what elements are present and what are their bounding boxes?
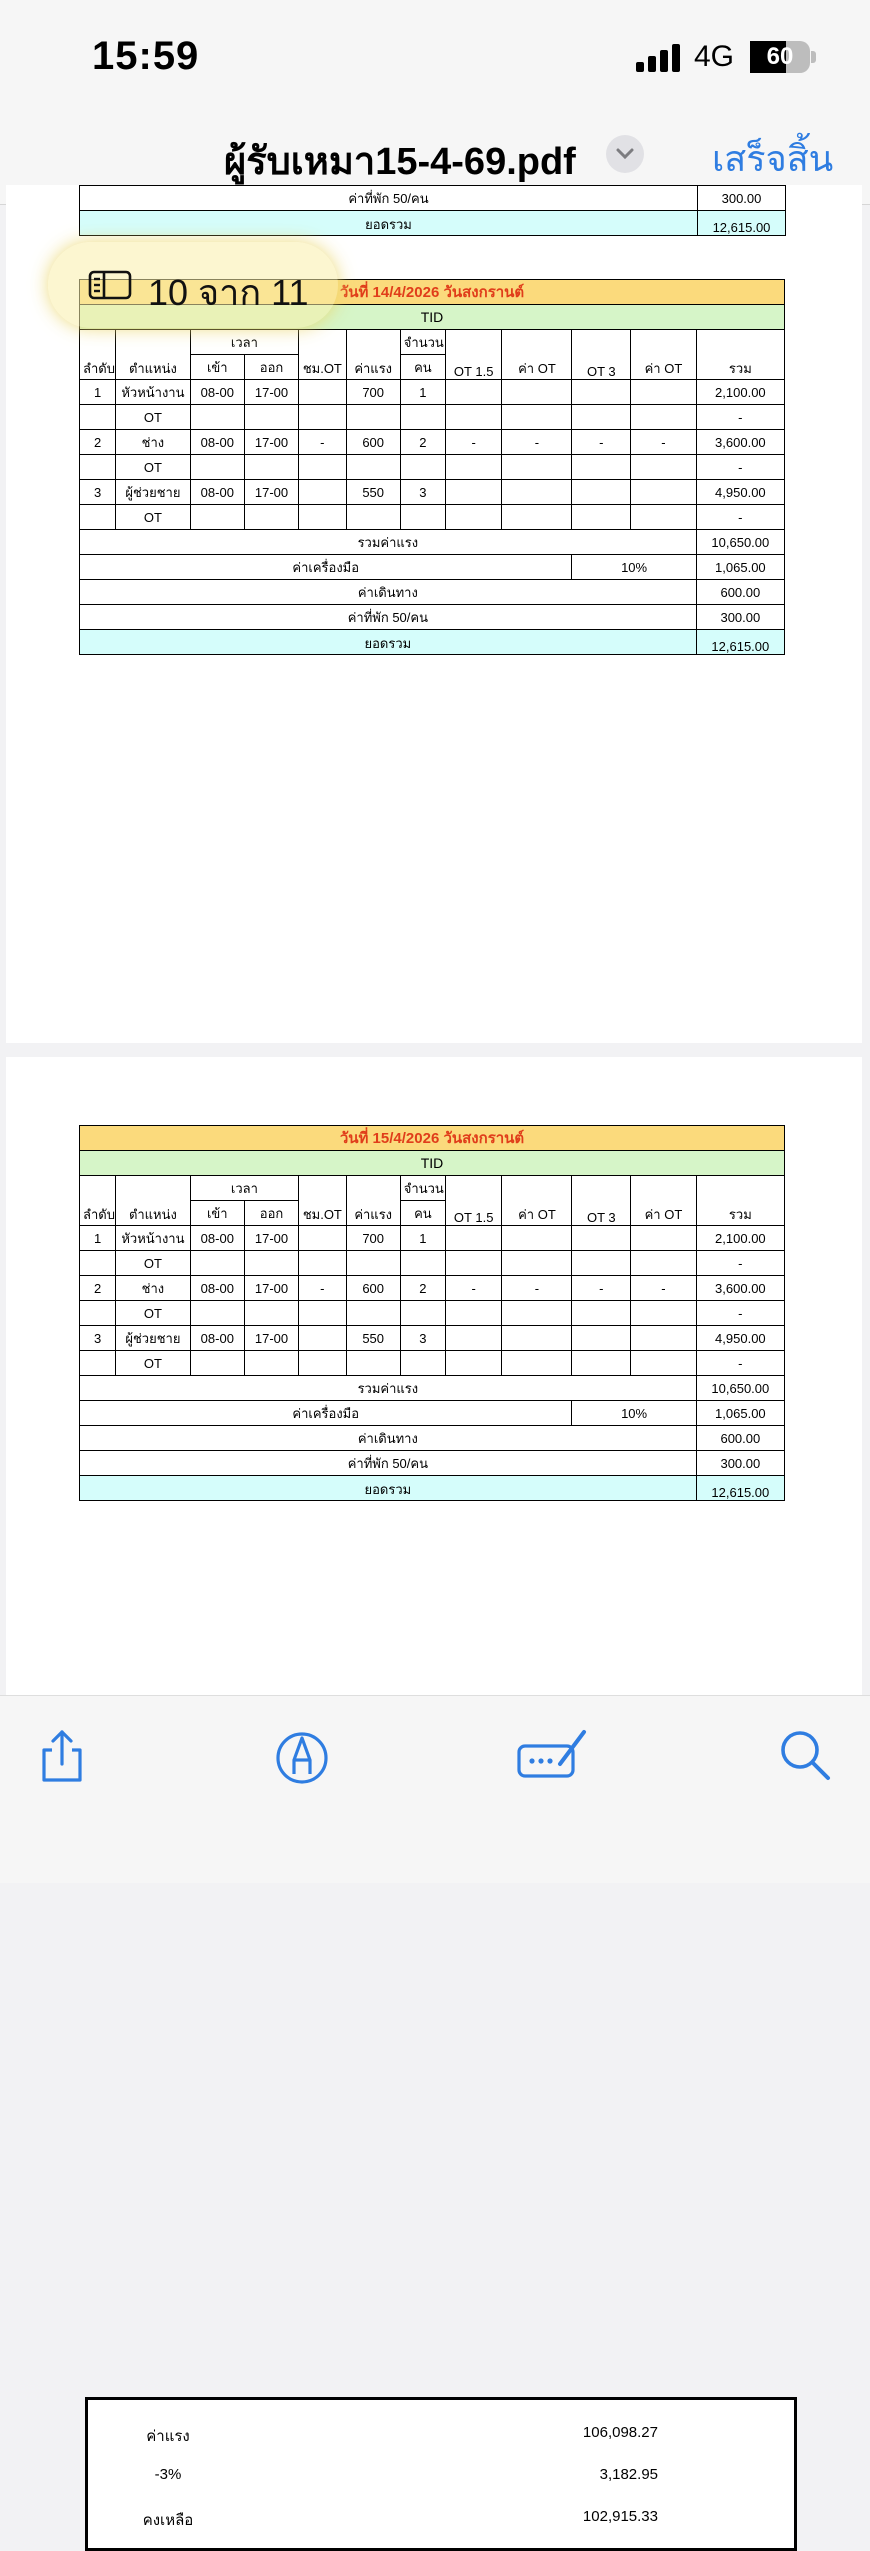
labor-total-row	[80, 530, 785, 555]
table-cell: 3,600.00	[696, 1276, 784, 1301]
header-cell: ค่าแรง	[346, 330, 400, 380]
table-cell	[445, 1326, 501, 1351]
table-cell	[299, 1301, 346, 1326]
table-cell: 2	[400, 1276, 445, 1301]
table-cell: OT	[116, 455, 191, 480]
table-cell: -	[696, 1301, 784, 1326]
table-row	[80, 505, 785, 530]
table-cell: 700	[346, 380, 400, 405]
table-cell	[631, 455, 697, 480]
table-cell	[631, 405, 697, 430]
table-cell	[80, 1301, 116, 1326]
table-cell	[80, 1251, 116, 1276]
date-title: วันที่ 15/4/2026 วันสงกรานต์	[80, 1126, 785, 1151]
table-cell: หัวหน้างาน	[116, 1226, 191, 1251]
table-cell: 17-00	[244, 1276, 298, 1301]
tools-percent: 10%	[572, 1401, 696, 1426]
bottom-toolbar	[0, 1695, 870, 1883]
table-cell: OT	[116, 1301, 191, 1326]
lodging-row	[80, 605, 785, 630]
table-cell	[400, 1301, 445, 1326]
chevron-down-icon	[615, 146, 635, 162]
table-cell	[244, 455, 298, 480]
header-cell: จำนวน	[400, 330, 445, 355]
table-cell	[502, 480, 572, 505]
table-cell	[502, 405, 572, 430]
table-cell: OT	[116, 505, 191, 530]
summary-row	[88, 2456, 794, 2496]
table-cell: 4,950.00	[696, 1326, 784, 1351]
table-cell: -	[445, 430, 501, 455]
table-cell: 4,950.00	[696, 480, 784, 505]
grand-total-label: ยอดรวม	[80, 1476, 697, 1501]
daily-wage-table	[79, 1125, 785, 1501]
table-cell: 550	[346, 480, 400, 505]
header-cell: ออก	[244, 355, 298, 380]
table-cell	[572, 1326, 631, 1351]
table-cell: -	[696, 1251, 784, 1276]
table-cell	[299, 405, 346, 430]
table-cell	[445, 505, 501, 530]
table-cell	[502, 1251, 572, 1276]
pdf-viewer[interactable]	[0, 190, 870, 2529]
table-cell	[346, 505, 400, 530]
tools-value: 1,065.00	[696, 555, 784, 580]
table-cell	[299, 455, 346, 480]
table-cell: 600	[346, 430, 400, 455]
grand-total-value: 12,615.00	[696, 630, 784, 655]
table-cell: 1	[400, 380, 445, 405]
summary-label: ค่าแรง	[146, 2428, 190, 2445]
header-cell: เข้า	[190, 355, 244, 380]
table-cell	[346, 1351, 400, 1376]
lodging-value: 300.00	[696, 605, 784, 630]
table-cell: 08-00	[190, 380, 244, 405]
table-cell: OT	[116, 1251, 191, 1276]
table-cell: 17-00	[244, 430, 298, 455]
travel-row	[80, 580, 785, 605]
table-cell	[244, 1301, 298, 1326]
lodging-value: 300.00	[698, 186, 786, 211]
table-cell: 1	[80, 1226, 116, 1251]
grand-total-value: 12,615.00	[698, 211, 786, 236]
table-cell	[445, 480, 501, 505]
table-cell: -	[502, 430, 572, 455]
header-cell: ค่า OT	[502, 330, 572, 380]
table-cell	[445, 455, 501, 480]
summary-value: 102,915.33	[582, 2508, 658, 2525]
tools-label: ค่าเครื่องมือ	[80, 555, 572, 580]
table-cell	[445, 405, 501, 430]
markup-icon	[272, 1726, 332, 1786]
table-cell: หัวหน้างาน	[116, 380, 191, 405]
table-cell	[502, 1351, 572, 1376]
table-cell: 600	[346, 1276, 400, 1301]
summary-row	[88, 2498, 794, 2538]
table-cell: -	[631, 1276, 697, 1301]
header-cell: ตำแหน่ง	[116, 1176, 191, 1226]
header-cell: ชม.OT	[299, 330, 346, 380]
summary-box	[85, 2397, 797, 2551]
table-cell	[572, 380, 631, 405]
company-name: TID	[80, 305, 785, 330]
table-cell	[80, 505, 116, 530]
table-cell	[502, 1226, 572, 1251]
table-cell	[445, 1351, 501, 1376]
table-row	[80, 1251, 785, 1276]
table-cell	[80, 1351, 116, 1376]
table-cell: ผู้ช่วยชาย	[116, 1326, 191, 1351]
table-cell: 08-00	[190, 1276, 244, 1301]
lodging-label: ค่าที่พัก 50/คน	[80, 1451, 697, 1476]
header-cell: รวม	[696, 330, 784, 380]
tools-label: ค่าเครื่องมือ	[80, 1401, 572, 1426]
title-menu-button[interactable]	[606, 135, 644, 173]
header-cell: ชม.OT	[299, 1176, 346, 1226]
markup-button[interactable]	[272, 1726, 332, 1786]
header-cell: OT 1.5	[445, 330, 501, 380]
table-cell	[631, 380, 697, 405]
table-cell: -	[299, 430, 346, 455]
table-cell	[80, 405, 116, 430]
table-cell: -	[299, 1276, 346, 1301]
tools-row	[80, 555, 785, 580]
summary-value: 3,182.95	[599, 2466, 658, 2483]
table-cell: 17-00	[244, 480, 298, 505]
header-row	[80, 1176, 785, 1201]
table-cell: 3	[400, 480, 445, 505]
table-cell	[244, 1351, 298, 1376]
table-cell	[631, 505, 697, 530]
table-cell	[572, 1226, 631, 1251]
table-cell	[572, 1301, 631, 1326]
table-cell: ช่าง	[116, 1276, 191, 1301]
grand-total-label: ยอดรวม	[80, 630, 697, 655]
network-type: 4G	[694, 40, 735, 73]
table-cell: 3	[80, 480, 116, 505]
table-cell	[346, 455, 400, 480]
table-cell: 1	[80, 380, 116, 405]
date-title: วันที่ 14/4/2026 วันสงกรานต์	[80, 280, 785, 305]
table-cell	[244, 1251, 298, 1276]
table-row	[80, 480, 785, 505]
date-title-row	[80, 1126, 785, 1151]
travel-label: ค่าเดินทาง	[80, 580, 697, 605]
table-cell	[572, 405, 631, 430]
grand-total-label: ยอดรวม	[80, 211, 698, 236]
table-cell: 08-00	[190, 430, 244, 455]
company-name: TID	[80, 1151, 785, 1176]
table-cell	[346, 1301, 400, 1326]
page-indicator-label: 10 จาก 11	[148, 272, 309, 313]
table-cell: -	[696, 455, 784, 480]
table-cell: 17-00	[244, 380, 298, 405]
table-cell: 08-00	[190, 1326, 244, 1351]
table-cell: 17-00	[244, 1226, 298, 1251]
battery-percent: 60	[766, 43, 794, 70]
table-cell	[631, 1326, 697, 1351]
tools-percent: 10%	[572, 555, 696, 580]
summary-label: คงเหลือ	[142, 2512, 194, 2529]
table-cell	[299, 1251, 346, 1276]
table-cell	[299, 505, 346, 530]
labor-total-label: รวมค่าแรง	[80, 530, 697, 555]
table-cell	[445, 1301, 501, 1326]
table-cell: ผู้ช่วยชาย	[116, 480, 191, 505]
table-cell	[502, 1326, 572, 1351]
grand-total-row	[80, 1476, 785, 1501]
travel-value: 600.00	[696, 1426, 784, 1451]
daily-wage-table	[79, 279, 785, 655]
table-cell: 550	[346, 1326, 400, 1351]
document-title[interactable]: ผู้รับเหมา15-4-69.pdf	[224, 141, 576, 183]
table-cell	[572, 1251, 631, 1276]
header-cell: ออก	[244, 1201, 298, 1226]
header-cell: ค่าแรง	[346, 1176, 400, 1226]
header-cell: ค่า OT	[502, 1176, 572, 1226]
table-cell	[445, 1251, 501, 1276]
battery-tip	[811, 51, 816, 63]
labor-total-value: 10,650.00	[696, 530, 784, 555]
tools-value: 1,065.00	[696, 1401, 784, 1426]
summary-value: 106,098.27	[582, 2424, 658, 2441]
table-cell	[631, 1301, 697, 1326]
lodging-row	[80, 1451, 785, 1476]
header-cell: เวลา	[190, 1176, 298, 1201]
header-cell: ค่า OT	[631, 330, 697, 380]
table-cell	[346, 1251, 400, 1276]
table-cell	[631, 480, 697, 505]
header-cell: เวลา	[190, 330, 298, 355]
table-cell	[299, 480, 346, 505]
table-row	[80, 1226, 785, 1251]
header-cell: เข้า	[190, 1201, 244, 1226]
status-time: 15:59	[92, 34, 200, 78]
table-cell: 2	[80, 1276, 116, 1301]
table-cell	[631, 1351, 697, 1376]
table-cell	[190, 505, 244, 530]
battery-icon	[750, 41, 810, 73]
table-row	[80, 1276, 785, 1301]
table-cell	[80, 455, 116, 480]
summary-label: -3%	[154, 2466, 182, 2483]
header-cell: ค่า OT	[631, 1176, 697, 1226]
table-cell	[502, 1301, 572, 1326]
page-indicator[interactable]	[48, 242, 338, 328]
table-cell: -	[572, 1276, 631, 1301]
sheet-fragment	[79, 185, 786, 236]
table-row	[80, 455, 785, 480]
header-cell: คน	[400, 355, 445, 380]
table-cell: 3	[80, 1326, 116, 1351]
travel-value: 600.00	[696, 580, 784, 605]
table-cell	[190, 1301, 244, 1326]
table-cell: 3,600.00	[696, 430, 784, 455]
share-icon	[32, 1726, 92, 1786]
header-row	[80, 330, 785, 355]
table-cell	[299, 1351, 346, 1376]
table-cell	[190, 1251, 244, 1276]
table-cell	[502, 505, 572, 530]
labor-total-label: รวมค่าแรง	[80, 1376, 697, 1401]
table-cell: -	[696, 405, 784, 430]
cellular-signal-icon	[636, 44, 680, 72]
table-cell	[400, 505, 445, 530]
table-cell: OT	[116, 405, 191, 430]
labor-total-row	[80, 1376, 785, 1401]
grand-total-row	[80, 211, 786, 236]
header-cell: ลำดับ	[80, 1176, 116, 1226]
done-button[interactable]: เสร็จสิ้น	[712, 138, 834, 179]
header-cell: รวม	[696, 1176, 784, 1226]
header-cell: คน	[400, 1201, 445, 1226]
table-cell: -	[696, 505, 784, 530]
table-cell: 08-00	[190, 480, 244, 505]
table-cell: -	[696, 1351, 784, 1376]
table-cell	[502, 380, 572, 405]
table-cell	[244, 405, 298, 430]
header-cell: OT 3	[572, 1176, 631, 1226]
search-icon	[776, 1726, 836, 1786]
table-cell: -	[502, 1276, 572, 1301]
table-cell	[190, 1351, 244, 1376]
share-button[interactable]	[32, 1726, 92, 1786]
table-cell	[445, 1226, 501, 1251]
table-cell	[346, 405, 400, 430]
table-cell: ช่าง	[116, 430, 191, 455]
table-cell	[190, 405, 244, 430]
table-cell: OT	[116, 1351, 191, 1376]
signature-icon	[516, 1726, 590, 1786]
header-cell: ตำแหน่ง	[116, 330, 191, 380]
table-cell: 2,100.00	[696, 1226, 784, 1251]
table-row	[80, 430, 785, 455]
sidebar-icon	[88, 270, 132, 300]
table-cell	[572, 455, 631, 480]
lodging-row	[80, 186, 786, 211]
table-cell	[299, 1226, 346, 1251]
grand-total-row	[80, 630, 785, 655]
lodging-label: ค่าที่พัก 50/คน	[80, 186, 698, 211]
table-cell	[572, 505, 631, 530]
table-row	[80, 1301, 785, 1326]
table-cell: 2,100.00	[696, 380, 784, 405]
table-cell	[502, 455, 572, 480]
grand-total-value: 12,615.00	[696, 1476, 784, 1501]
travel-row	[80, 1426, 785, 1451]
table-cell: 2	[80, 430, 116, 455]
table-row	[80, 380, 785, 405]
table-cell	[572, 1351, 631, 1376]
header-cell: OT 1.5	[445, 1176, 501, 1226]
table-cell	[631, 1226, 697, 1251]
table-cell: -	[445, 1276, 501, 1301]
pdf-page	[6, 1057, 862, 2529]
company-row	[80, 1151, 785, 1176]
lodging-value: 300.00	[696, 1451, 784, 1476]
signature-button[interactable]	[516, 1726, 590, 1786]
header-cell: จำนวน	[400, 1176, 445, 1201]
table-cell: 17-00	[244, 1326, 298, 1351]
table-cell	[631, 1251, 697, 1276]
travel-label: ค่าเดินทาง	[80, 1426, 697, 1451]
header-cell: OT 3	[572, 330, 631, 380]
tools-row	[80, 1401, 785, 1426]
table-cell: -	[631, 430, 697, 455]
table-cell: 1	[400, 1226, 445, 1251]
table-cell: 700	[346, 1226, 400, 1251]
table-cell: 3	[400, 1326, 445, 1351]
table-cell	[190, 455, 244, 480]
table-cell: 2	[400, 430, 445, 455]
table-row	[80, 405, 785, 430]
table-row	[80, 1326, 785, 1351]
header-cell: ลำดับ	[80, 330, 116, 380]
lodging-label: ค่าที่พัก 50/คน	[80, 605, 697, 630]
summary-row	[88, 2414, 794, 2454]
search-button[interactable]	[776, 1726, 836, 1786]
table-cell	[400, 1351, 445, 1376]
table-cell	[572, 480, 631, 505]
table-cell	[400, 1251, 445, 1276]
table-cell	[400, 455, 445, 480]
table-cell: 08-00	[190, 1226, 244, 1251]
table-cell	[445, 380, 501, 405]
labor-total-value: 10,650.00	[696, 1376, 784, 1401]
table-cell	[299, 380, 346, 405]
table-cell: -	[572, 430, 631, 455]
status-bar	[0, 0, 870, 100]
table-cell	[299, 1326, 346, 1351]
table-cell	[244, 505, 298, 530]
table-row	[80, 1351, 785, 1376]
table-cell	[400, 405, 445, 430]
